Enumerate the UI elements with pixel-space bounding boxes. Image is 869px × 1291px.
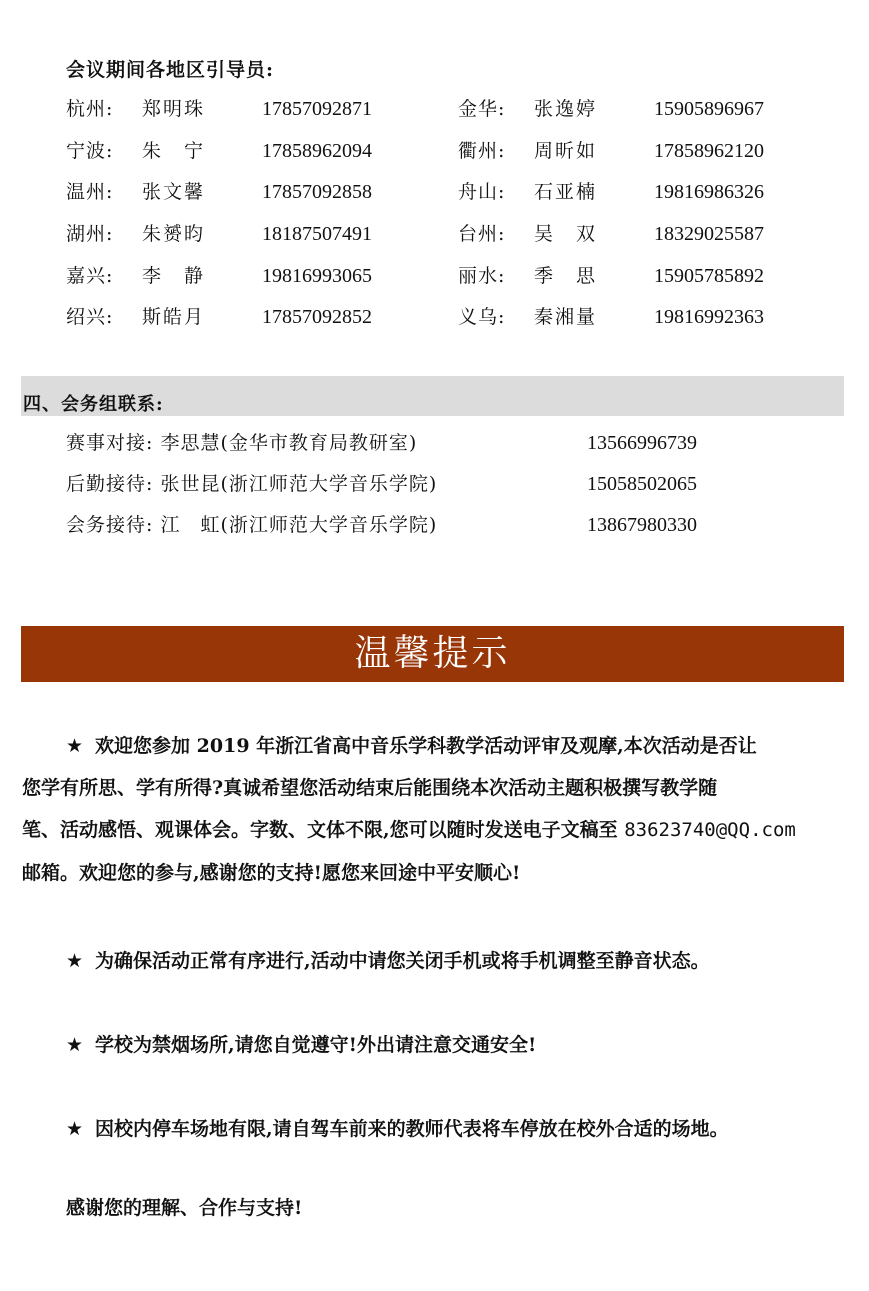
contact-label: 赛事对接: 李思慧(金华市教育局教研室) [66, 432, 418, 454]
closing-line [66, 1193, 302, 1223]
section-title: 四、会务组联系: [23, 394, 164, 415]
guide-entry-right [458, 219, 818, 249]
guide-name: 朱 宁 [142, 140, 206, 162]
guide-phone: 19816986326 [654, 181, 764, 203]
guide-entry-left [66, 219, 426, 249]
region-label: 舟山: [458, 181, 506, 203]
contact-label: 后勤接待: 张世昆(浙江师范大学音乐学院) [66, 473, 438, 495]
tip-text: 您学有所思、学有所得?真诚希望您活动结束后能围绕本次活动主题积极撰写教学随 [22, 777, 718, 799]
guide-phone: 18329025587 [654, 223, 764, 245]
guide-name: 张文馨 [142, 181, 206, 203]
star-icon: ★ [66, 1118, 84, 1140]
guide-name: 斯皓月 [142, 306, 206, 328]
guide-entry-left [66, 94, 426, 124]
guide-entry-right [458, 177, 818, 207]
tip-text: 因校内停车场地有限,请自驾车前来的教师代表将车停放在校外合适的场地。 [95, 1118, 729, 1140]
guide-phone: 17857092858 [262, 181, 372, 203]
region-label: 金华: [458, 98, 506, 120]
guide-entry-right [458, 94, 818, 124]
region-label: 台州: [458, 223, 506, 245]
tip-text: 为确保活动正常有序进行,活动中请您关闭手机或将手机调整至静音状态。 [95, 950, 710, 972]
guide-name: 李 静 [142, 265, 206, 287]
email-address: 83623740@QQ.com [624, 819, 796, 841]
contact-row [66, 428, 826, 458]
guide-entry-right [458, 136, 818, 166]
guide-phone: 17857092852 [262, 306, 372, 328]
guide-entry-right [458, 261, 818, 291]
tip-text: 欢迎您参加 2019 年浙江省高中音乐学科教学活动评审及观摩,本次活动是否让 [95, 735, 757, 757]
guide-name: 石亚楠 [534, 181, 598, 203]
region-label: 温州: [66, 181, 114, 203]
region-label: 杭州: [66, 98, 114, 120]
star-icon: ★ [66, 735, 84, 757]
guide-name: 周昕如 [534, 140, 598, 162]
region-label: 湖州: [66, 223, 114, 245]
guide-phone: 19816993065 [262, 265, 372, 287]
contact-phone: 13566996739 [587, 432, 697, 454]
guide-entry-left [66, 302, 426, 332]
guide-phone: 19816992363 [654, 306, 764, 328]
tip-item [66, 946, 710, 976]
guide-name: 张逸婷 [534, 98, 598, 120]
tip-paragraph-line [22, 773, 717, 803]
guide-entry-right [458, 302, 818, 332]
guide-name: 郑明珠 [142, 98, 206, 120]
guide-name: 秦湘量 [534, 306, 598, 328]
tip-item [66, 1114, 729, 1144]
guide-name: 朱赟昀 [142, 223, 206, 245]
tips-banner [21, 626, 844, 682]
guide-entry-left [66, 261, 426, 291]
guide-name: 吴 双 [534, 223, 598, 245]
guide-phone: 15905785892 [654, 265, 764, 287]
star-icon: ★ [66, 1034, 84, 1056]
region-label: 嘉兴: [66, 265, 114, 287]
guide-phone: 17858962120 [654, 140, 764, 162]
tip-text: 邮箱。欢迎您的参与,感谢您的支持!愿您来回途中平安顺心! [22, 862, 521, 884]
guide-entry-left [66, 136, 426, 166]
tip-paragraph-line [22, 815, 796, 845]
tip-paragraph-line [22, 858, 520, 888]
contact-row [66, 469, 826, 499]
tip-item [66, 1030, 536, 1060]
contact-row [66, 510, 826, 540]
region-label: 义乌: [458, 306, 506, 328]
region-label: 宁波: [66, 140, 114, 162]
region-label: 衢州: [458, 140, 506, 162]
tips-title: 温馨提示 [354, 633, 511, 674]
tip-text: 笔、活动感悟、观课体会。字数、文体不限,您可以随时发送电子文稿至 [22, 819, 625, 841]
region-label: 丽水: [458, 265, 506, 287]
contact-phone: 15058502065 [587, 473, 697, 495]
guides-heading: 会议期间各地区引导员: [66, 59, 275, 81]
guide-phone: 17857092871 [262, 98, 372, 120]
guide-name: 季 思 [534, 265, 598, 287]
tip-text: 学校为禁烟场所,请您自觉遵守!外出请注意交通安全! [95, 1034, 537, 1056]
guide-phone: 18187507491 [262, 223, 372, 245]
tip-paragraph-line [66, 731, 757, 761]
guide-phone: 15905896967 [654, 98, 764, 120]
star-icon: ★ [66, 950, 84, 972]
guide-entry-left [66, 177, 426, 207]
contact-label: 会务接待: 江 虹(浙江师范大学音乐学院) [66, 514, 438, 536]
region-label: 绍兴: [66, 306, 114, 328]
contact-phone: 13867980330 [587, 514, 697, 536]
closing-text: 感谢您的理解、合作与支持! [66, 1197, 303, 1219]
guide-phone: 17858962094 [262, 140, 372, 162]
section-header-bar [21, 376, 844, 416]
